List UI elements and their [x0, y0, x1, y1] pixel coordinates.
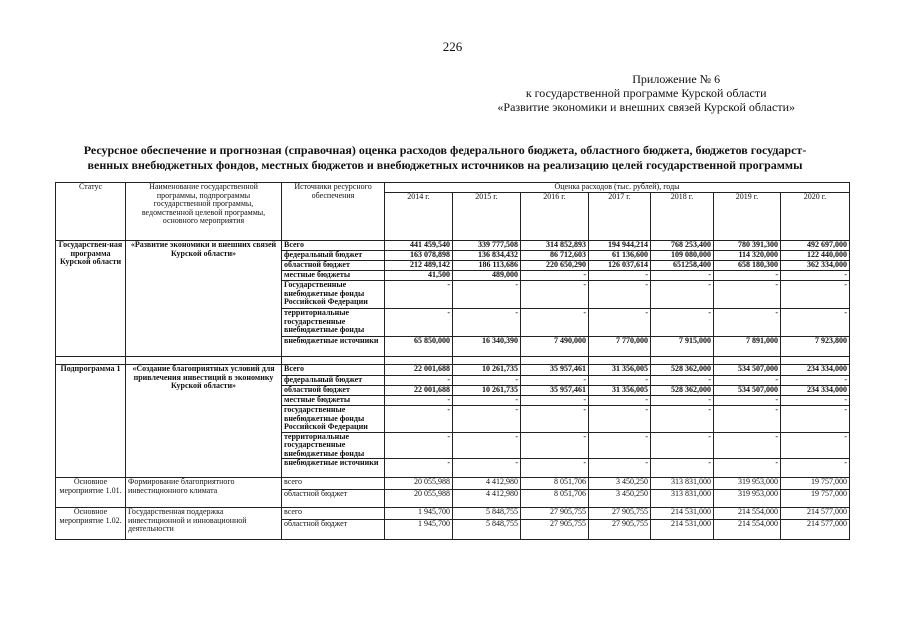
value-cell: -: [453, 396, 521, 406]
value-cell: -: [521, 459, 589, 478]
budget-table: [55, 182, 850, 540]
value-cell: -: [453, 406, 521, 433]
value-cell: -: [589, 281, 651, 309]
value-cell: 214 531,000: [651, 508, 714, 520]
row-source: местные бюджеты: [282, 396, 385, 406]
header-source: Источники ресурсного обеспечения: [282, 183, 385, 241]
value-cell: 27 905,755: [521, 508, 589, 520]
value-cell: 3 450,250: [589, 490, 651, 508]
value-cell: -: [589, 309, 651, 337]
value-cell: 65 850,000: [385, 337, 453, 357]
value-cell: 20 055,988: [385, 478, 453, 490]
value-cell: -: [714, 309, 781, 337]
value-cell: 3 450,250: [589, 478, 651, 490]
table-row: [56, 365, 850, 376]
header-year: 2015 г.: [453, 193, 521, 241]
value-cell: -: [781, 281, 850, 309]
value-cell: -: [521, 396, 589, 406]
row-source: Всего: [282, 365, 385, 376]
value-cell: -: [651, 376, 714, 386]
value-cell: 220 650,290: [521, 261, 589, 271]
value-cell: 7 923,800: [781, 337, 850, 357]
header-year: 2017 г.: [589, 193, 651, 241]
appendix-program-name: «Развитие экономики и внешних связей Курской области»: [497, 100, 795, 114]
spacer-cell: [56, 357, 126, 365]
value-cell: -: [781, 459, 850, 478]
value-cell: -: [385, 396, 453, 406]
row-source: Всего: [282, 241, 385, 251]
row-source: Государственные внебюджетные фонды Российской Федерации: [282, 281, 385, 309]
value-cell: 234 334,000: [781, 386, 850, 396]
table-row: [56, 478, 850, 490]
value-cell: 319 953,000: [714, 478, 781, 490]
row-name: Формирование благоприятного инвестиционного климата: [126, 478, 282, 508]
value-cell: 35 957,461: [521, 386, 589, 396]
value-cell: 214 577,000: [781, 520, 850, 540]
value-cell: 313 831,000: [651, 478, 714, 490]
value-cell: 8 051,706: [521, 490, 589, 508]
value-cell: -: [589, 396, 651, 406]
value-cell: 31 356,005: [589, 386, 651, 396]
value-cell: -: [521, 309, 589, 337]
table-row: [56, 241, 850, 251]
value-cell: -: [589, 459, 651, 478]
value-cell: -: [714, 406, 781, 433]
value-cell: -: [651, 459, 714, 478]
value-cell: 362 334,000: [781, 261, 850, 271]
value-cell: 7 770,000: [589, 337, 651, 357]
value-cell: -: [651, 396, 714, 406]
value-cell: -: [651, 432, 714, 459]
row-source: государственные внебюджетные фонды Российской Федерации: [282, 406, 385, 433]
value-cell: 214 531,000: [651, 520, 714, 540]
value-cell: -: [589, 406, 651, 433]
value-cell: 31 356,005: [589, 365, 651, 376]
row-source: территориальные государственные внебюджетные фонды: [282, 309, 385, 337]
row-source: всего: [282, 478, 385, 490]
row-source: внебюджетные источники: [282, 337, 385, 357]
value-cell: -: [521, 271, 589, 281]
spacer-cell: [781, 357, 850, 365]
value-cell: 492 697,000: [781, 241, 850, 251]
value-cell: 19 757,000: [781, 490, 850, 508]
value-cell: 1 945,700: [385, 508, 453, 520]
value-cell: -: [714, 281, 781, 309]
value-cell: 20 055,988: [385, 490, 453, 508]
document-title: [50, 143, 840, 173]
value-cell: 4 412,980: [453, 478, 521, 490]
value-cell: -: [714, 271, 781, 281]
value-cell: 136 834,432: [453, 251, 521, 261]
spacer-cell: [282, 357, 385, 365]
value-cell: 1 945,700: [385, 520, 453, 540]
spacer-cell: [385, 357, 453, 365]
value-cell: 339 777,508: [453, 241, 521, 251]
value-cell: 4 412,980: [453, 490, 521, 508]
value-cell: 319 953,000: [714, 490, 781, 508]
header-year: 2020 г.: [781, 193, 850, 241]
value-cell: 768 253,400: [651, 241, 714, 251]
value-cell: -: [589, 376, 651, 386]
title-line-2: венных внебюджетных фондов, местных бюджетов и внебюджетных источников на реализацию целей государственной программы: [87, 158, 803, 172]
row-status: Основное мероприятие 1.02.: [56, 508, 126, 540]
appendix-program-ref: к государственной программе Курской области: [525, 86, 767, 100]
value-cell: -: [385, 281, 453, 309]
spacer-cell: [589, 357, 651, 365]
value-cell: 194 944,214: [589, 241, 651, 251]
value-cell: -: [781, 432, 850, 459]
value-cell: -: [385, 432, 453, 459]
spacer-cell: [651, 357, 714, 365]
value-cell: -: [714, 376, 781, 386]
value-cell: -: [453, 376, 521, 386]
value-cell: 10 261,735: [453, 365, 521, 376]
value-cell: 5 848,755: [453, 508, 521, 520]
row-name: Государственная поддержка инвестиционной и инновационной деятельности: [126, 508, 282, 540]
page-number: 226: [442, 39, 463, 54]
row-name: «Создание благоприятных условий для привлечения инвестиций в экономику Курской области»: [126, 365, 282, 478]
row-source: областной бюджет: [282, 386, 385, 396]
value-cell: 163 078,898: [385, 251, 453, 261]
value-cell: -: [521, 376, 589, 386]
row-source: всего: [282, 508, 385, 520]
value-cell: 22 001,688: [385, 386, 453, 396]
value-cell: -: [714, 396, 781, 406]
value-cell: -: [781, 396, 850, 406]
value-cell: -: [651, 406, 714, 433]
value-cell: 41,500: [385, 271, 453, 281]
value-cell: -: [589, 271, 651, 281]
value-cell: -: [521, 406, 589, 433]
value-cell: 122 440,000: [781, 251, 850, 261]
value-cell: -: [714, 459, 781, 478]
value-cell: 212 489,142: [385, 261, 453, 271]
value-cell: 658 180,300: [714, 261, 781, 271]
value-cell: 313 831,000: [651, 490, 714, 508]
value-cell: -: [385, 406, 453, 433]
appendix-number: Приложение № 6: [632, 72, 721, 86]
value-cell: 27 905,755: [589, 520, 651, 540]
value-cell: 651258,400: [651, 261, 714, 271]
appendix-header: [497, 72, 825, 114]
value-cell: 27 905,755: [589, 508, 651, 520]
value-cell: 534 507,000: [714, 365, 781, 376]
row-name: «Развитие экономики и внешних связей Курской области»: [126, 241, 282, 357]
value-cell: 7 915,000: [651, 337, 714, 357]
row-source: федеральный бюджет: [282, 376, 385, 386]
spacer-cell: [521, 357, 589, 365]
value-cell: 109 080,000: [651, 251, 714, 261]
value-cell: -: [651, 271, 714, 281]
value-cell: 780 391,300: [714, 241, 781, 251]
value-cell: -: [453, 281, 521, 309]
row-source: областной бюджет: [282, 490, 385, 508]
value-cell: 214 554,000: [714, 520, 781, 540]
value-cell: -: [385, 376, 453, 386]
header-name: Наименование государственной программы, подпрограммы государственной программы, ведомственной целевой программы, основного мероприятия: [126, 183, 282, 241]
header-status: Статус: [56, 183, 126, 241]
header-estimate: Оценка расходов (тыс. рублей), годы: [385, 183, 850, 193]
value-cell: -: [589, 432, 651, 459]
value-cell: 16 340,390: [453, 337, 521, 357]
value-cell: 314 852,893: [521, 241, 589, 251]
value-cell: -: [385, 459, 453, 478]
value-cell: -: [781, 309, 850, 337]
spacer-cell: [126, 357, 282, 365]
row-status: Государствен-ная программа Курской области: [56, 241, 126, 357]
value-cell: 35 957,461: [521, 365, 589, 376]
value-cell: 19 757,000: [781, 478, 850, 490]
header-year: 2014 г.: [385, 193, 453, 241]
header-year: 2016 г.: [521, 193, 589, 241]
header-year: 2019 г.: [714, 193, 781, 241]
spacer-row: [56, 357, 850, 365]
row-source: областной бюджет: [282, 520, 385, 540]
row-status: Подпрограмма 1: [56, 365, 126, 478]
row-source: областной бюджет: [282, 261, 385, 271]
value-cell: -: [781, 271, 850, 281]
value-cell: 86 712,603: [521, 251, 589, 261]
value-cell: -: [453, 432, 521, 459]
value-cell: -: [651, 309, 714, 337]
value-cell: 114 320,000: [714, 251, 781, 261]
value-cell: -: [781, 376, 850, 386]
value-cell: 528 362,000: [651, 386, 714, 396]
row-source: территориальные государственные внебюджетные фонды: [282, 432, 385, 459]
value-cell: 22 001,688: [385, 365, 453, 376]
title-line-1: Ресурсное обеспечение и прогнозная (справочная) оценка расходов федерального бюджета, областного бюджета, бюджетов государст-: [83, 143, 807, 157]
row-source: местные бюджеты: [282, 271, 385, 281]
value-cell: -: [385, 309, 453, 337]
table-row: [56, 508, 850, 520]
value-cell: 214 577,000: [781, 508, 850, 520]
value-cell: 8 051,706: [521, 478, 589, 490]
value-cell: -: [781, 406, 850, 433]
value-cell: -: [651, 281, 714, 309]
value-cell: 186 113,686: [453, 261, 521, 271]
value-cell: -: [453, 459, 521, 478]
value-cell: 528 362,000: [651, 365, 714, 376]
value-cell: 441 459,540: [385, 241, 453, 251]
value-cell: 27 905,755: [521, 520, 589, 540]
value-cell: 10 261,735: [453, 386, 521, 396]
value-cell: -: [521, 432, 589, 459]
value-cell: 489,000: [453, 271, 521, 281]
value-cell: 234 334,000: [781, 365, 850, 376]
value-cell: -: [453, 309, 521, 337]
row-source: федеральный бюджет: [282, 251, 385, 261]
value-cell: 7 490,000: [521, 337, 589, 357]
value-cell: 61 136,600: [589, 251, 651, 261]
spacer-cell: [714, 357, 781, 365]
spacer-cell: [453, 357, 521, 365]
value-cell: -: [521, 281, 589, 309]
value-cell: 214 554,000: [714, 508, 781, 520]
row-source: внебюджетные источники: [282, 459, 385, 478]
value-cell: 5 848,755: [453, 520, 521, 540]
value-cell: -: [714, 432, 781, 459]
value-cell: 534 507,000: [714, 386, 781, 396]
header-year: 2018 г.: [651, 193, 714, 241]
value-cell: 126 037,614: [589, 261, 651, 271]
row-status: Основное мероприятие 1.01.: [56, 478, 126, 508]
value-cell: 7 891,000: [714, 337, 781, 357]
